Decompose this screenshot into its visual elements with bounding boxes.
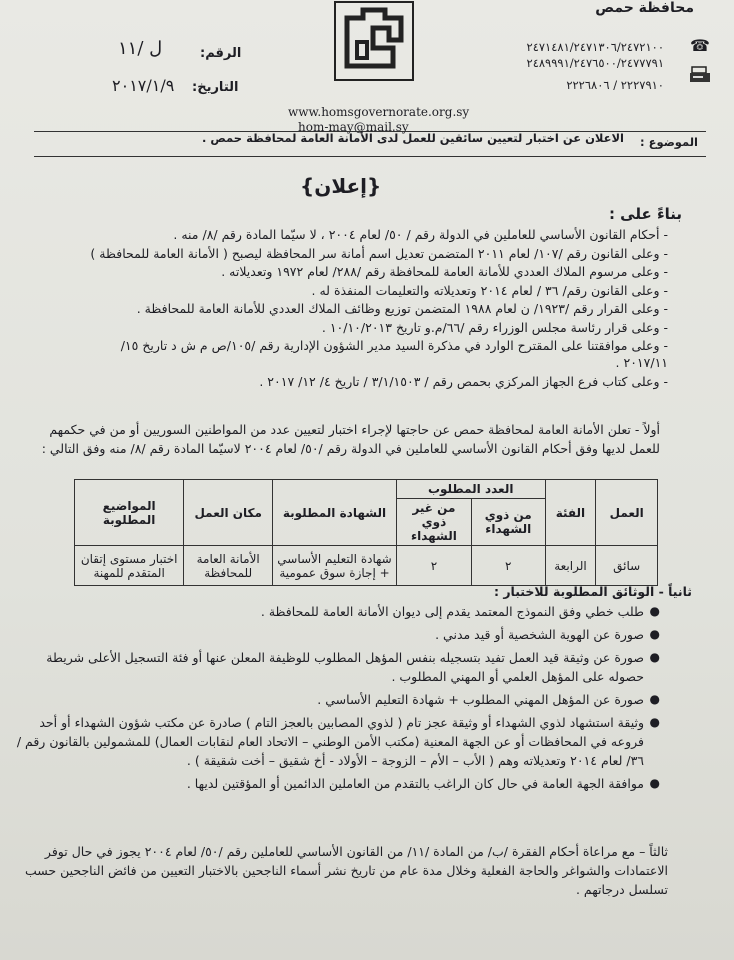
header-non-martyrs: من غير ذوي الشهداء	[396, 499, 471, 546]
telephone-icon: ☎	[690, 36, 710, 55]
header-count: العدد المطلوب	[396, 480, 545, 499]
cell-martyrs: ٢	[471, 546, 545, 586]
cell-topics: اختبار مستوى إتقان المتقدم للمهنة	[75, 546, 184, 586]
cell-category: الرابعة	[545, 546, 596, 586]
cell-non-martyrs: ٢	[396, 546, 471, 586]
header-certificate: الشهادة المطلوبة	[273, 480, 397, 546]
basis-item: - وعلى مرسوم الملاك العددي للأمانة العامة للمحافظة رقم /٢٨٨/ لعام ١٩٧٢ وتعديلاته .	[221, 264, 668, 279]
bullet-icon: ●	[649, 692, 660, 706]
fax-icon	[684, 66, 716, 86]
website-link[interactable]: www.homsgovernorate.org.sy	[288, 105, 470, 119]
documents-list	[12, 602, 660, 797]
basis-list	[28, 226, 668, 392]
header-workplace: مكان العمل	[184, 480, 273, 546]
header-category: الفئة	[545, 480, 596, 546]
phone-numbers: ٢٤٧١٤٨١/٢٤٧١٣٠٦/٢٤٧٢١٠٠	[526, 40, 664, 54]
governorate-title: محافظة حمص	[595, 0, 694, 16]
document-item: ● موافقة الجهة العامة في حال كان الراغب بالتقدم من العاملين الدائمين أو المؤقتين لديها .	[186, 776, 660, 791]
cell-job: سائق	[596, 546, 658, 586]
document-item: ● صورة عن المؤهل المهني المطلوب + شهادة التعليم الأساسي .	[317, 692, 660, 707]
document-item: ● صورة عن الهوية الشخصية أو قيد مدني .	[435, 627, 660, 642]
header-martyrs: من ذوي الشهداء	[471, 499, 545, 546]
document-item: ● طلب خطي وفق النموذج المعتمد يقدم إلى ديوان الأمانة العامة للمحافظة .	[260, 604, 660, 619]
ref-value: ل /١١	[118, 38, 163, 59]
bullet-icon: ●	[649, 627, 660, 641]
subject-label: الموضوع :	[640, 135, 698, 149]
phone-numbers-2: ٢٤٨٩٩٩١/٢٤٧٦٥٠٠/٢٤٧٧٧٩١	[526, 56, 664, 70]
header-job: العمل	[596, 480, 658, 546]
basis-item: - أحكام القانون الأساسي للعاملين في الدولة رقم / ٥٠/ لعام ٢٠٠٤ ، لا سيّما المادة رقم /٨/ منه .	[173, 227, 668, 242]
date-label: التاريخ:	[192, 80, 239, 95]
subject-line	[34, 131, 706, 157]
ref-label: الرقم:	[200, 46, 242, 61]
fax-numbers: ٢٢٢٧٩١٠ / ٢٢٢٦٨٠٦	[566, 78, 664, 92]
bullet-icon: ●	[649, 715, 660, 729]
governorate-logo	[333, 0, 415, 82]
date-value: ٢٠١٧/١/٩	[112, 76, 175, 95]
third-paragraph: ثالثاً – مع مراعاة أحكام الفقرة /ب/ من المادة /١١/ من القانون الأساسي للعاملين رقم /٥٠/ لعام ٢٠٠٤ يجوز في حال توفر الاعتمادات والشواغر والحاجة الفعلية وخلال مدة عام من تاريخ نشر أسماء الناجحين بالاختبار التعيين من فائض الناجحين حسب تسلسل درجاتهم .	[24, 844, 668, 897]
bullet-icon: ●	[649, 776, 660, 790]
basis-item: - وعلى القرار رقم /١٩٢٣/ ن لعام ١٩٨٨ المتضمن توزيع وظائف الملاك العددي للأمانة العامة للمحافظة .	[136, 301, 668, 316]
basis-item: - وعلى القانون رقم/ ٣٦ / لعام ٢٠١٤ وتعديلاته والتعليمات المنفذة له .	[311, 282, 668, 298]
bullet-icon: ●	[649, 604, 660, 618]
documents-heading: ثانياً - الوثائق المطلوبة للاختبار :	[493, 584, 692, 599]
basis-item: - وعلى موافقتنا على المقترح الوارد في مذكرة السيد مدير الشؤون الإدارية رقم /١٠٥/ص م ش د تاريخ ١٥/ ٢٠١٧/١١ .	[120, 338, 668, 370]
subject-text: الاعلان عن اختبار لتعيين سائقين للعمل لدى الأمانة العامة لمحافظة حمص .	[202, 131, 624, 145]
jobs-table	[74, 479, 658, 586]
basis-item: - وعلى قرار رئاسة مجلس الوزراء رقم /٦٦/م.و تاريخ ١٠/١٠/٢٠١٣ .	[321, 319, 668, 335]
basis-heading: بناءً على :	[608, 205, 682, 223]
document-item: ● صورة عن وثيقة قيد العمل تفيد بتسجيله بنفس المؤهل المطلوب للوظيفة المعلن عنها أو فئة التسجيل الأعلى شريطة حصوله على المؤهل العلمي أو المهني المطلوب .	[46, 650, 660, 684]
header-topics: المواضيع المطلوبة	[75, 480, 184, 546]
bullet-icon: ●	[649, 650, 660, 664]
email-link[interactable]: hom-may@mail.sy	[298, 120, 409, 134]
cell-workplace: الأمانة العامة للمحافظة	[184, 546, 273, 586]
basis-item: - وعلى القانون رقم /١٠٧/ لعام ٢٠١١ المتضمن تعديل اسم أمانة سر المحافظة ليصبح ( الأمانة العامة للمحافظة )	[90, 245, 668, 261]
cell-certificate: شهادة التعليم الأساسي + إجازة سوق عمومية	[273, 546, 397, 586]
document-item: ● وثيقة استشهاد لذوي الشهداء أو وثيقة عجز تام ( لذوي المصابين بالعجز التام ) صادرة عن مكتب شؤون الشهداء أو أحد فروعه في المحافظات أو عن الجهة المعنية (مكتب الأمن الوطني – الاتحاد العام لنقابات العمال) للمشمولين بالقانون رقم /٣٦/ لعام ٢٠١٤ وتعديلاته وهم ( الأب – الأم – الزوجة – الأولاد - أخ شقيق – أخت شقيقة ) .	[16, 715, 660, 768]
first-paragraph: أولاً - تعلن الأمانة العامة لمحافظة حمص عن حاجتها لإجراء اختبار لتعيين عدد من المواطنين السوريين أو من في حكمهم للعمل لديها وفق أحكام القانون الأساسي للعاملين في الدولة رقم /٥٠/ لعام ٢٠٠٤ لاسيّما المادة رقم /٨/ منه وفق التالي :	[41, 422, 660, 456]
announcement-title: {إعلان}	[300, 174, 382, 198]
basis-item: - وعلى كتاب فرع الجهاز المركزي بحمص رقم / ٣/١/١٥٠٣ / تاريخ ٤/ ١٢/ ٢٠١٧ .	[259, 374, 668, 389]
